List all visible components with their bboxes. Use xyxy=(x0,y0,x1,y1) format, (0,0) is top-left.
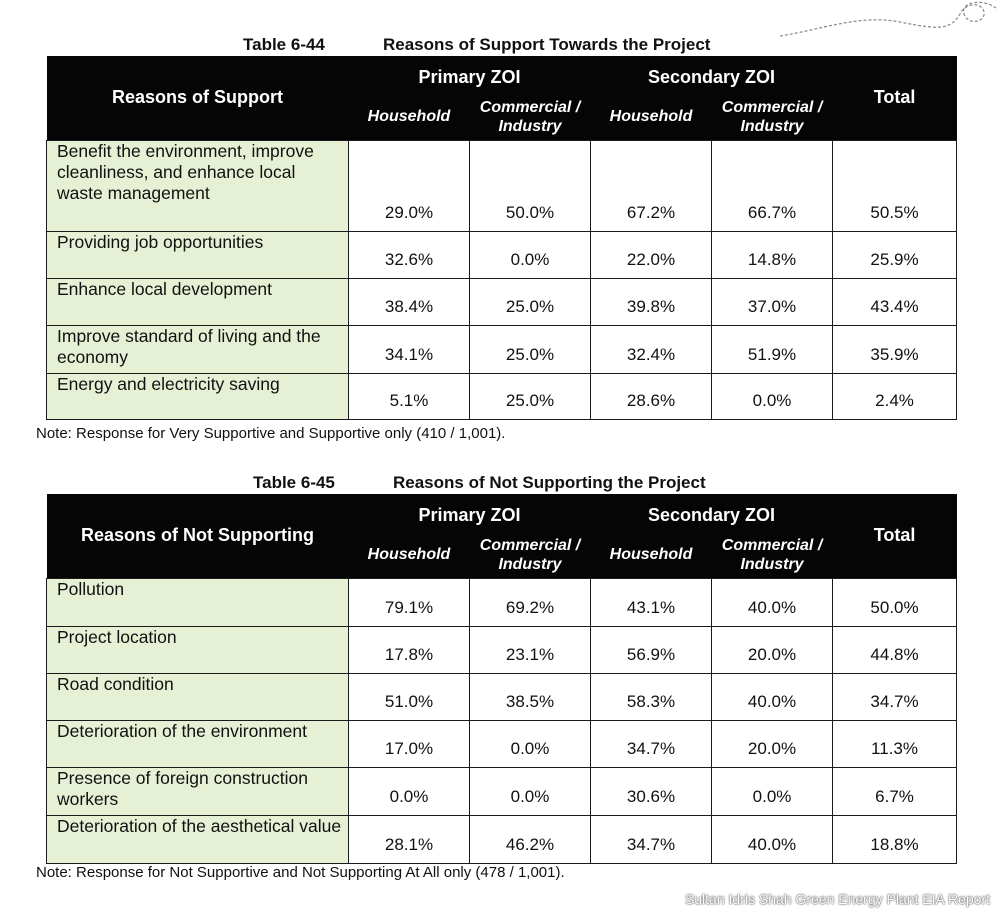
reason-cell: Deterioration of the environment xyxy=(47,720,349,767)
value-cell: 17.8% xyxy=(349,626,470,673)
value-cell: 0.0% xyxy=(349,767,470,815)
table1-commercial-header: Commercial / Industry xyxy=(712,94,833,140)
value-cell: 22.0% xyxy=(591,231,712,278)
table2-household-header: Household xyxy=(591,532,712,578)
value-cell: 44.8% xyxy=(833,626,957,673)
value-cell: 46.2% xyxy=(470,815,591,863)
reason-cell: Deterioration of the aesthetical value xyxy=(47,815,349,863)
value-cell: 23.1% xyxy=(470,626,591,673)
value-cell: 38.5% xyxy=(470,673,591,720)
table1-caption xyxy=(243,35,710,55)
value-cell: 40.0% xyxy=(712,815,833,863)
table-row xyxy=(47,626,957,673)
table-row xyxy=(47,673,957,720)
value-cell: 51.9% xyxy=(712,325,833,373)
table2-commercial-header: Commercial / Industry xyxy=(470,532,591,578)
value-cell: 25.0% xyxy=(470,325,591,373)
value-cell: 40.0% xyxy=(712,673,833,720)
value-cell: 38.4% xyxy=(349,278,470,325)
value-cell: 34.7% xyxy=(591,815,712,863)
report-footer: Sultan Idris Shah Green Energy Plant EIA Report xyxy=(684,891,990,907)
value-cell: 11.3% xyxy=(833,720,957,767)
value-cell: 50.5% xyxy=(833,140,957,231)
table2-number: Table 6-45 xyxy=(253,473,335,492)
value-cell: 5.1% xyxy=(349,373,470,419)
table2-household-header: Household xyxy=(349,532,470,578)
value-cell: 51.0% xyxy=(349,673,470,720)
reason-cell: Improve standard of living and the economy xyxy=(47,325,349,373)
support-reasons-table xyxy=(46,56,957,420)
reason-cell: Providing job opportunities xyxy=(47,231,349,278)
value-cell: 20.0% xyxy=(712,720,833,767)
value-cell: 2.4% xyxy=(833,373,957,419)
table-row xyxy=(47,578,957,626)
value-cell: 29.0% xyxy=(349,140,470,231)
value-cell: 0.0% xyxy=(470,767,591,815)
value-cell: 28.6% xyxy=(591,373,712,419)
table2-secondary-zoi-header: Secondary ZOI xyxy=(591,494,833,532)
value-cell: 50.0% xyxy=(833,578,957,626)
table1-household-header: Household xyxy=(349,94,470,140)
value-cell: 40.0% xyxy=(712,578,833,626)
value-cell: 20.0% xyxy=(712,626,833,673)
value-cell: 0.0% xyxy=(470,231,591,278)
value-cell: 18.8% xyxy=(833,815,957,863)
value-cell: 25.0% xyxy=(470,278,591,325)
value-cell: 37.0% xyxy=(712,278,833,325)
value-cell: 0.0% xyxy=(712,373,833,419)
table-row xyxy=(47,815,957,863)
reason-cell: Benefit the environment, improve cleanliness, and enhance local waste management xyxy=(47,140,349,231)
table1-secondary-zoi-header: Secondary ZOI xyxy=(591,56,833,94)
table-row xyxy=(47,767,957,815)
table1-reason-header: Reasons of Support xyxy=(47,56,349,140)
table-row xyxy=(47,278,957,325)
value-cell: 28.1% xyxy=(349,815,470,863)
decorative-swirl xyxy=(760,0,1000,40)
value-cell: 30.6% xyxy=(591,767,712,815)
table2-reason-header: Reasons of Not Supporting xyxy=(47,494,349,578)
table1-total-header: Total xyxy=(833,56,957,140)
table2-caption xyxy=(253,473,706,493)
value-cell: 32.6% xyxy=(349,231,470,278)
value-cell: 25.9% xyxy=(833,231,957,278)
table1-commercial-header: Commercial / Industry xyxy=(470,94,591,140)
value-cell: 43.4% xyxy=(833,278,957,325)
table2-commercial-header: Commercial / Industry xyxy=(712,532,833,578)
table2-title: Reasons of Not Supporting the Project xyxy=(393,473,706,492)
table2-note: Note: Response for Not Supportive and Not Supporting At All only (478 / 1,001). xyxy=(36,864,565,881)
value-cell: 56.9% xyxy=(591,626,712,673)
table1-primary-zoi-header: Primary ZOI xyxy=(349,56,591,94)
value-cell: 67.2% xyxy=(591,140,712,231)
value-cell: 34.1% xyxy=(349,325,470,373)
value-cell: 32.4% xyxy=(591,325,712,373)
table-row xyxy=(47,231,957,278)
not-supporting-reasons-table xyxy=(46,494,957,864)
value-cell: 25.0% xyxy=(470,373,591,419)
value-cell: 79.1% xyxy=(349,578,470,626)
table1-household-header: Household xyxy=(591,94,712,140)
table2-total-header: Total xyxy=(833,494,957,578)
value-cell: 34.7% xyxy=(833,673,957,720)
reason-cell: Enhance local development xyxy=(47,278,349,325)
value-cell: 35.9% xyxy=(833,325,957,373)
value-cell: 69.2% xyxy=(470,578,591,626)
table-row xyxy=(47,373,957,419)
value-cell: 0.0% xyxy=(470,720,591,767)
reason-cell: Pollution xyxy=(47,578,349,626)
value-cell: 0.0% xyxy=(712,767,833,815)
reason-cell: Presence of foreign construction workers xyxy=(47,767,349,815)
table-row xyxy=(47,720,957,767)
value-cell: 6.7% xyxy=(833,767,957,815)
value-cell: 50.0% xyxy=(470,140,591,231)
table-row xyxy=(47,325,957,373)
reason-cell: Project location xyxy=(47,626,349,673)
table2-primary-zoi-header: Primary ZOI xyxy=(349,494,591,532)
value-cell: 14.8% xyxy=(712,231,833,278)
value-cell: 66.7% xyxy=(712,140,833,231)
table-row xyxy=(47,140,957,231)
value-cell: 58.3% xyxy=(591,673,712,720)
reason-cell: Road condition xyxy=(47,673,349,720)
reason-cell: Energy and electricity saving xyxy=(47,373,349,419)
value-cell: 39.8% xyxy=(591,278,712,325)
table1-number: Table 6-44 xyxy=(243,35,325,54)
value-cell: 17.0% xyxy=(349,720,470,767)
table1-note: Note: Response for Very Supportive and Supportive only (410 / 1,001). xyxy=(36,425,506,442)
table1-title: Reasons of Support Towards the Project xyxy=(383,35,711,54)
value-cell: 34.7% xyxy=(591,720,712,767)
value-cell: 43.1% xyxy=(591,578,712,626)
